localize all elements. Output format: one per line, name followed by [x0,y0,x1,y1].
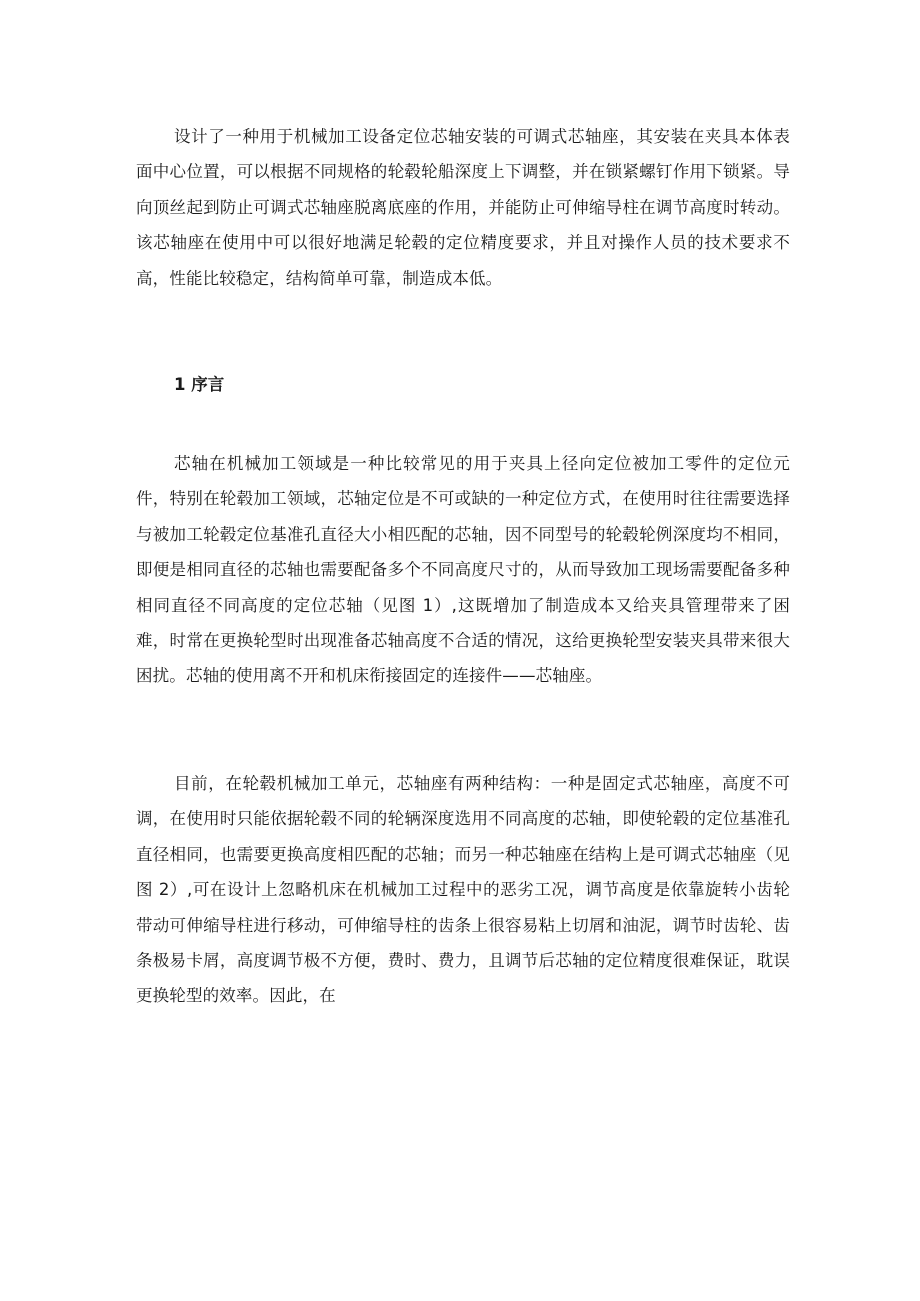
paragraph-current-structures: 目前，在轮毂机械加工单元，芯轴座有两种结构：一种是固定式芯轴座，高度不可调，在使用时只能依据轮毂不同的轮辆深度选用不同高度的芯轴，即使轮毂的定位基准孔直径相同，也需要更换高度相匹配的芯轴；而另一种芯轴座在结构上是可调式芯轴座（见图 2）,可在设计上忽略机床在机械加工过程中的恶劣工况，调节高度是依靠旋转小齿轮带动可伸缩导柱进行移动，可伸缩导柱的齿条上很容易粘上切屑和油泥，调节时齿轮、齿条极易卡屑，高度调节极不方便，费时、费力，且调节后芯轴的定位精度很难保证，耽误更换轮型的效率。因此，在 [136,774,790,1006]
paragraph-intro: 芯轴在机械加工领域是一种比较常见的用于夹具上径向定位被加工零件的定位元件，特别在轮毂加工领域，芯轴定位是不可或缺的一种定位方式，在使用时往往需要选择与被加工轮毂定位基准孔直径大小相匹配的芯轴，因不同型号的轮毂轮例深度均不相同，即便是相同直径的芯轴也需要配备多个不同高度尺寸的，从而导致加工现场需要配备多种相同直径不同高度的定位芯轴（见图 1）,这既增加了制造成本又给夹具管理带来了困难，时常在更换轮型时出现准备芯轴高度不合适的情况，这给更换轮型安装夹具带来很大困扰。芯轴的使用离不开和机床衔接固定的连接件——芯轴座。 [136,454,790,686]
section-heading-preface: 1 序言 [174,375,225,394]
paragraph-abstract: 设计了一种用于机械加工设备定位芯轴安装的可调式芯轴座，其安装在夹具本体表面中心位置，可以根据不同规格的轮毂轮船深度上下调整，并在锁紧螺钉作用下锁紧。导向顶丝起到防止可调式芯轴座脱离底座的作用，并能防止可伸缩导柱在调节高度时转动。该芯轴座在使用中可以很好地满足轮毂的定位精度要求，并且对操作人员的技术要求不高，性能比较稳定，结构简单可靠，制造成本低。 [136,127,790,288]
